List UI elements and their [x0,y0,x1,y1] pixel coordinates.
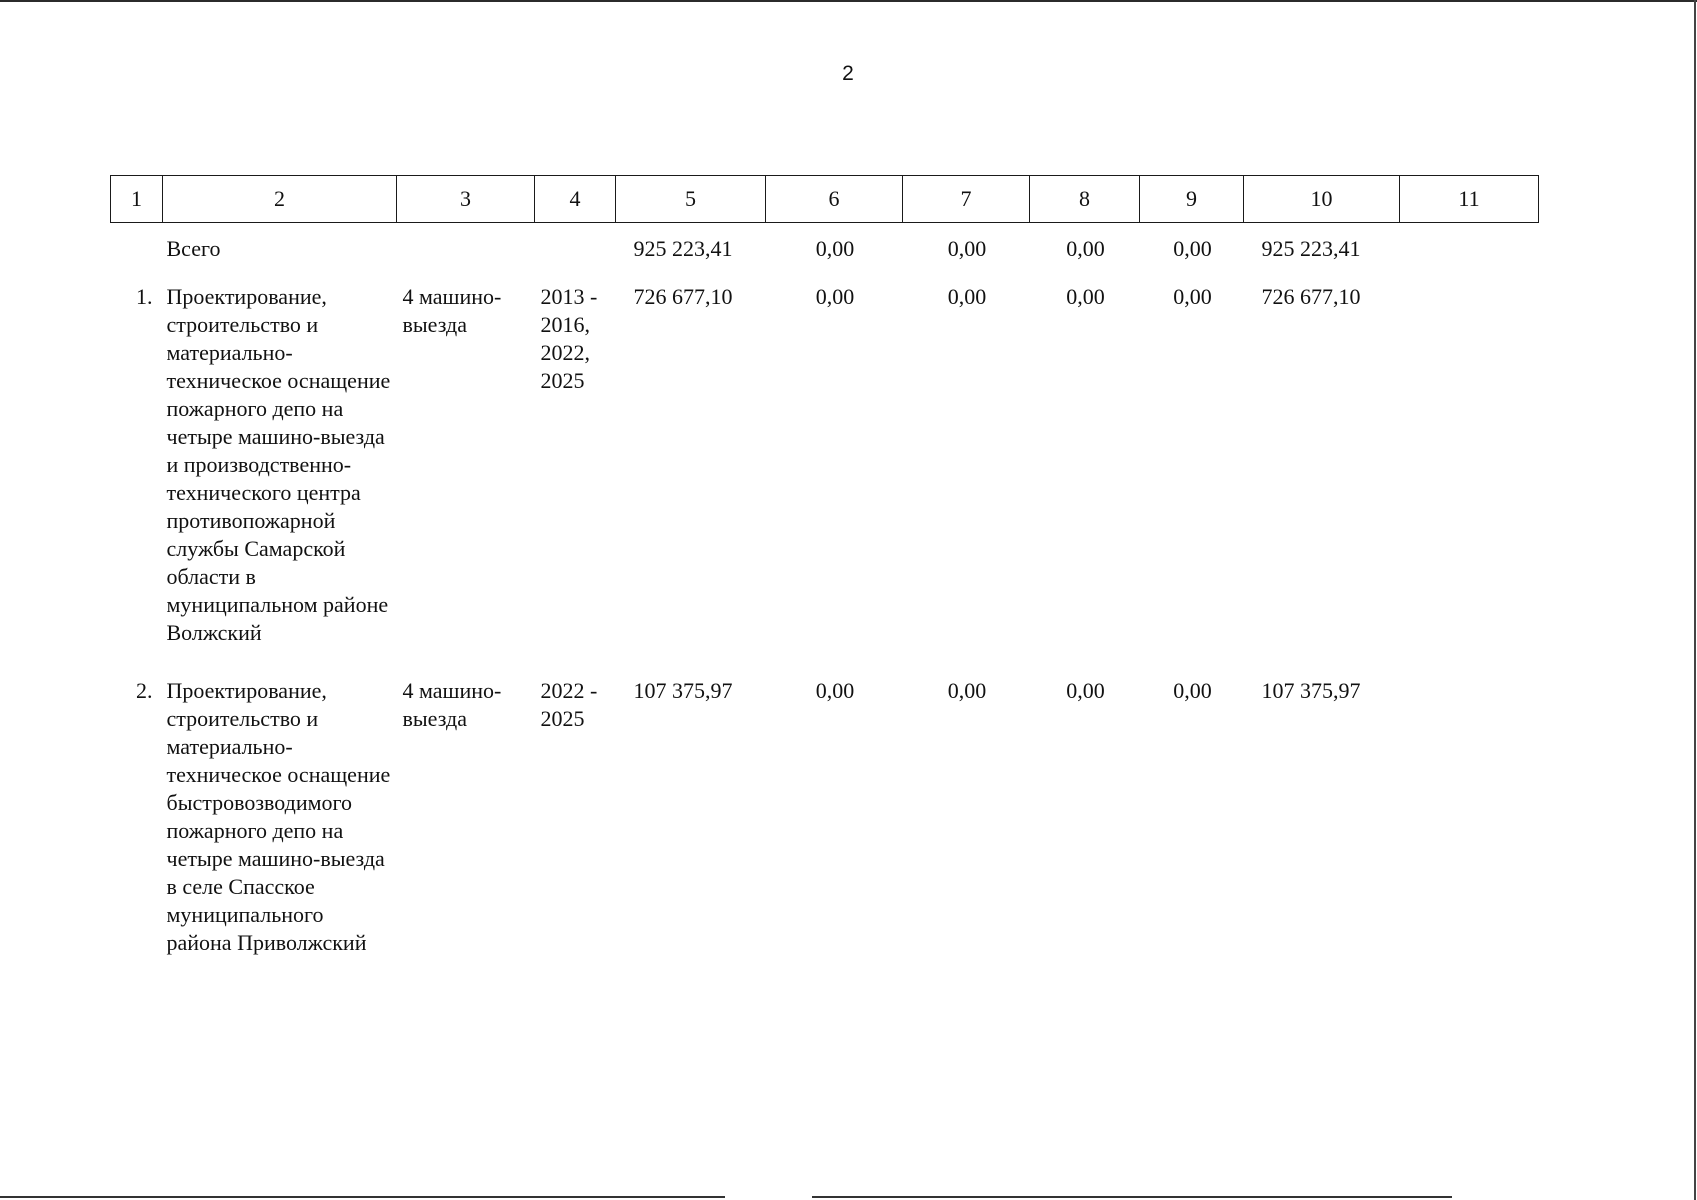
total-col10: 925 223,41 [1261,236,1361,261]
row-col10: 726 677,10 [1261,284,1361,309]
page-number: 2 [842,62,854,85]
row-name: Проектирование, строительство и материально-техническое оснащение пожарного депо на четыре машино-выезда и производственно-технического центра противопожарной службы Самарской области в муниципальном районе Волжский [166,284,391,645]
column-header-10: 10 [1244,176,1400,223]
total-col6: 0,00 [815,236,855,261]
row-name: Проектирование, строительство и материально-техническое оснащение быстровозводимого пожарного депо на четыре машино-выезда в селе Спасское муниципального района Приволжский [166,678,391,955]
row-col8: 0,00 [1066,678,1105,703]
column-header-1: 1 [111,176,163,223]
row-col7: 0,00 [947,678,987,703]
budget-table [110,175,1539,979]
row-col7: 0,00 [947,284,987,309]
row-col6: 0,00 [815,678,855,703]
total-col8: 0,00 [1066,236,1105,261]
page-edge-bottom-right [812,1196,1452,1198]
row-capacity: 4 машино-выезда [402,678,502,731]
total-col7: 0,00 [947,236,987,261]
column-header-6: 6 [766,176,903,223]
row-col5: 726 677,10 [633,284,733,309]
row-col10: 107 375,97 [1261,678,1361,703]
row-period: 2022 - 2025 [540,678,598,731]
total-col5: 925 223,41 [633,236,733,261]
row-col11 [1400,669,1539,979]
total-num-cell [111,223,163,276]
row-col8: 0,00 [1066,284,1105,309]
table-row [111,669,1539,979]
row-capacity: 4 машино-выезда [402,284,502,337]
column-header-11: 11 [1400,176,1539,223]
row-col9: 0,00 [1173,678,1212,703]
total-capacity-cell [397,223,535,276]
header-row [111,176,1539,223]
column-header-3: 3 [397,176,535,223]
total-label: Всего [166,236,221,261]
total-period-cell [535,223,616,276]
page-edge-right [1694,0,1696,1200]
row-col9: 0,00 [1173,284,1212,309]
page-edge-bottom-left [0,1196,725,1198]
total-row [111,223,1539,276]
row-number: 1. [136,284,153,309]
column-header-2: 2 [163,176,397,223]
page-edge-top [0,0,1697,2]
column-header-8: 8 [1030,176,1140,223]
table-row [111,275,1539,669]
column-header-7: 7 [903,176,1030,223]
column-header-5: 5 [616,176,766,223]
total-col9: 0,00 [1173,236,1212,261]
row-col6: 0,00 [815,284,855,309]
column-header-9: 9 [1140,176,1244,223]
row-col11 [1400,275,1539,669]
column-header-4: 4 [535,176,616,223]
row-col5: 107 375,97 [633,678,733,703]
total-col11 [1400,223,1539,276]
row-number: 2. [136,678,153,703]
row-period: 2013 - 2016, 2022, 2025 [540,284,598,393]
